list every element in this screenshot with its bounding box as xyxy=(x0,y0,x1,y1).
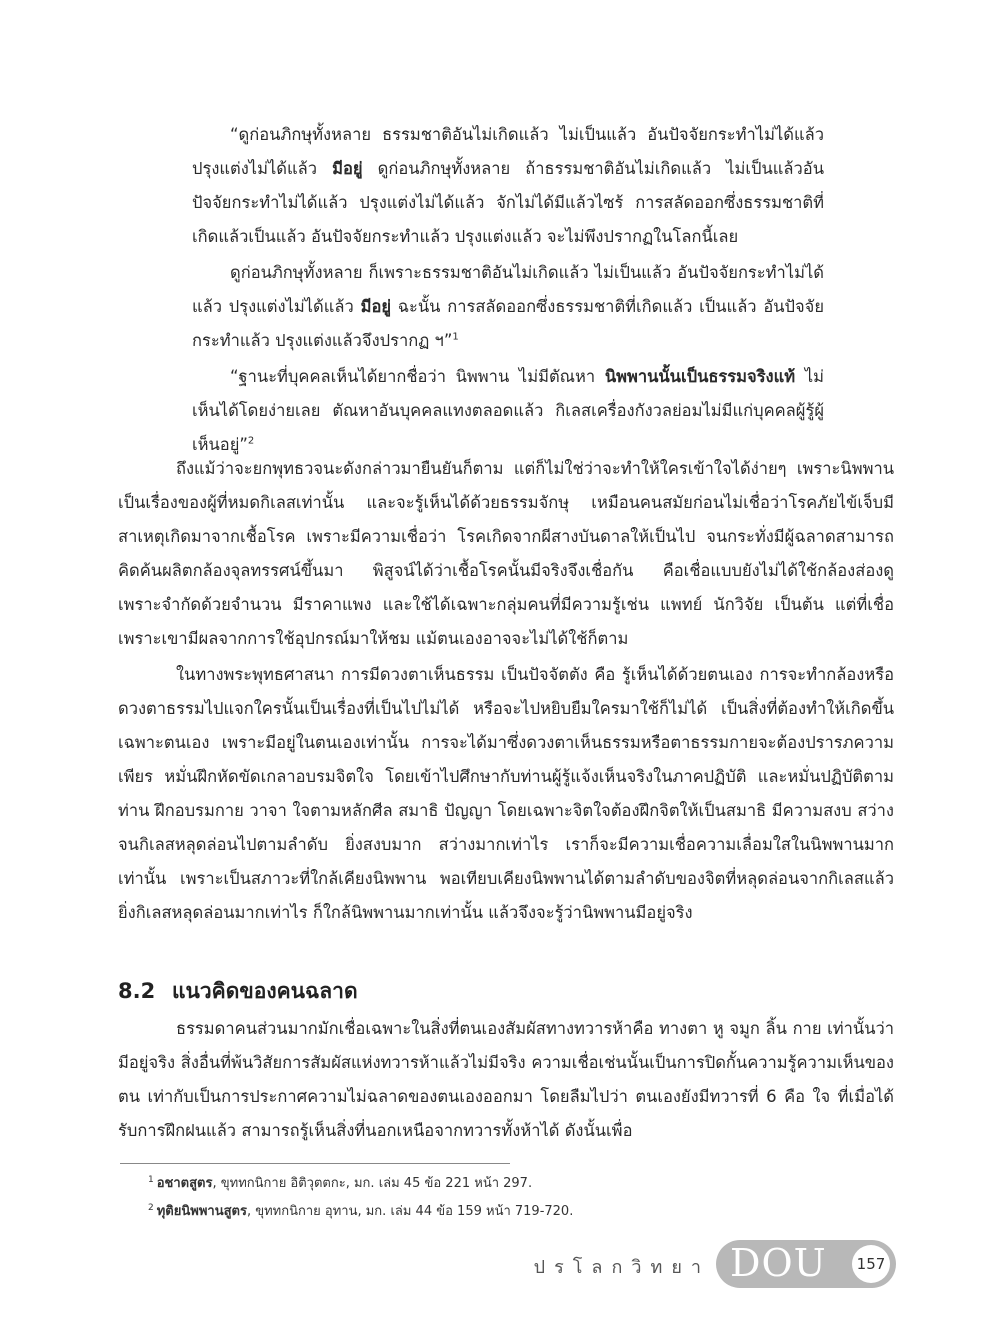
dou-logo: DOU xyxy=(730,1241,827,1285)
body-paragraph-2: ในทางพระพุทธศาสนา การมีดวงตาเห็นธรรม เป็นปัจจัตตัง คือ รู้เห็นได้ด้วยตนเอง การจะทำกล้องหรือดวงตาธรรมไปแจกใครนั้นเป็นเรื่องที่เป็นไปไม่ได้ หรือจะไปหยิบยืมใครมาใช้ก็ไม่ได้ เป็นสิ่งที่ต้องทำให้เกิดขึ้นเฉพาะตนเอง เพราะมีอยู่ในตนเองเท่านั้น การจะได้มาซึ่งดวงตาเห็นธรรมหรือตาธรรมกายจะต้องปรารภความเพียร หมั่นฝึกหัดขัดเกลาอบรมจิตใจ โดยเข้าไปศึกษากับท่านผู้รู้แจ้งเห็นจริงในภาคปฏิบัติ และหมั่นปฏิบัติตามท่าน ฝึกอบรมกาย วาจา ใจตามหลักศีล สมาธิ ปัญญา โดยเฉพาะจิตใจต้องฝึกจิตให้เป็นสมาธิ มีความสงบ สว่าง จนกิเลสหลุดล่อนไปตามลำดับ ยิ่งสงบมาก สว่างมากเท่าไร เราก็จะมีความเชื่อความเลื่อมใสในนิพพานมากเท่านั้น เพราะเป็นสภาวะที่ใกล้เคียงนิพพาน พอเทียบเคียงนิพพานได้ตามลำดับของจิตที่หลุดล่อนจากกิเลสแล้ว ยิ่งกิเลสหลุดล่อนมากเท่าไร ก็ใกล้นิพพานมากเท่านั้น แล้วจึงจะรู้ว่านิพพานมีอยู่จริง xyxy=(118,665,894,922)
page-number: 157 xyxy=(852,1245,890,1283)
section-number: 8.2 xyxy=(118,979,156,1003)
section-title: แนวคิดของคนฉลาด xyxy=(172,979,358,1003)
footnote-ref-2[interactable]: 2 xyxy=(247,435,255,447)
section-paragraph: ธรรมดาคนส่วนมากมักเชื่อเฉพาะในสิ่งที่ตนเองสัมผัสทางทวารห้าคือ ทางตา หู จมูก ลิ้น กาย เท่านั้นว่า มีอยู่จริง สิ่งอื่นที่พ้นวิสัยการสัมผัสแห่งทวารห้าแล้วไม่มีจริง ความเชื่อเช่นนั้นเป็นการปิดกั้นความรู้ความเห็นของตน เท่ากับเป็นการประกาศความไม่ฉลาดของตนเองออกมา โดยลืมไปว่า ตนเองยังมีทวารที่ 6 คือ ใจ ที่เมื่อได้รับการฝึกฝนแล้ว สามารถรู้เห็นสิ่งที่นอกเหนือจากทวารทั้งห้าได้ ดังนั้นเพื่อ xyxy=(118,1019,894,1140)
body-paragraph-1: ถึงแม้ว่าจะยกพุทธวจนะดังกล่าวมายืนยันก็ตาม แต่ก็ไม่ใช่ว่าจะทำให้ใครเข้าใจได้ง่ายๆ เพราะนิพพานเป็นเรื่องของผู้ที่หมดกิเลสเท่านั้น และจะรู้เห็นได้ด้วยธรรมจักษุ เหมือนคนสมัยก่อนไม่เชื่อว่าโรคภัยไข้เจ็บมีสาเหตุเกิดมาจากเชื้อโรค เพราะมีความเชื่อว่า โรคเกิดจากผีสางบันดาลให้เป็นไป จนกระทั่งมีผู้ฉลาดสามารถคิดค้นผลิตกล้องจุลทรรศน์ขึ้นมา พิสูจน์ได้ว่าเชื้อโรคนั้นมีจริงจึงเชื่อกัน คือเชื่อแบบยังไม่ได้ใช้กล้องส่องดู เพราะจำกัดด้วยจำนวน มีราคาแพง และใช้ได้เฉพาะกลุ่มคนที่มีความรู้เช่น แพทย์ นักวิจัย เป็นต้น แต่ที่เชื่อเพราะเขามีผลจากการใช้อุปกรณ์มาให้ชม แม้ตนเองอาจจะไม่ได้ใช้ก็ตาม xyxy=(118,459,894,648)
footnote-2: $^2$ ทุติยนิพพานสูตร, ขุททกนิกาย อุทาน, มก. เล่ม 44 ข้อ 159 หน้า 719-720. xyxy=(148,1202,574,1219)
section-heading xyxy=(118,975,818,1008)
body-text xyxy=(118,452,894,930)
quote-block xyxy=(192,118,824,462)
footnote-divider xyxy=(120,1163,510,1164)
footer-badge xyxy=(716,1240,896,1288)
section-body xyxy=(118,1012,894,1148)
quote-paragraph-2: ดูก่อนภิกษุทั้งหลาย ก็เพราะธรรมชาติอันไม่เกิดแล้ว ไม่เป็นแล้ว อันปัจจัยกระทำไม่ได้แล้ว ปรุงแต่งไม่ได้แล้ว มีอยู่ ฉะนั้น การสลัดออกซึ่งธรรมชาติที่เกิดแล้ว เป็นแล้ว อันปัจจัยกระทำแล้ว ปรุงแต่งแล้วจึงปรากฏ ฯ”$^1$ xyxy=(192,263,825,350)
footnote-ref-1[interactable]: 1 xyxy=(452,331,459,343)
page-footer xyxy=(0,1238,1000,1298)
quote-paragraph-3: “ฐานะที่บุคคลเห็นได้ยากชื่อว่า นิพพาน ไม่มีตัณหา นิพพานนั้นเป็นธรรมจริงแท้ ไม่เห็นได้โดยง่ายเลย ตัณหาอันบุคคลแทงตลอดแล้ว กิเลสเครื่องกังวลย่อมไม่มีแก่บุคคลผู้รู้ผู้เห็นอยู่”$^2$ xyxy=(192,367,825,454)
book-title: ปรโลกวิทยา xyxy=(533,1257,710,1278)
footnote-1: $^1$ อชาตสูตร, ขุททกนิกาย อิติวุตตกะ, มก. เล่ม 45 ข้อ 221 หน้า 297. xyxy=(148,1174,533,1191)
footnotes xyxy=(148,1170,848,1226)
quote-paragraph-1: “ดูก่อนภิกษุทั้งหลาย ธรรมชาติอันไม่เกิดแล้ว ไม่เป็นแล้ว อันปัจจัยกระทำไม่ได้แล้ว ปรุงแต่งไม่ได้แล้ว มีอยู่ ดูก่อนภิกษุทั้งหลาย ถ้าธรรมชาติอันไม่เกิดแล้ว ไม่เป็นแล้วอันปัจจัยกระทำไม่ได้แล้ว ปรุงแต่งไม่ได้แล้ว จักไม่ได้มีแล้วไซร้ การสลัดออกซึ่งธรรมชาติที่เกิดแล้วเป็นแล้ว อันปัจจัยกระทำแล้ว ปรุงแต่งแล้ว จะไม่พึงปรากฏในโลกนี้เลย xyxy=(192,125,824,246)
